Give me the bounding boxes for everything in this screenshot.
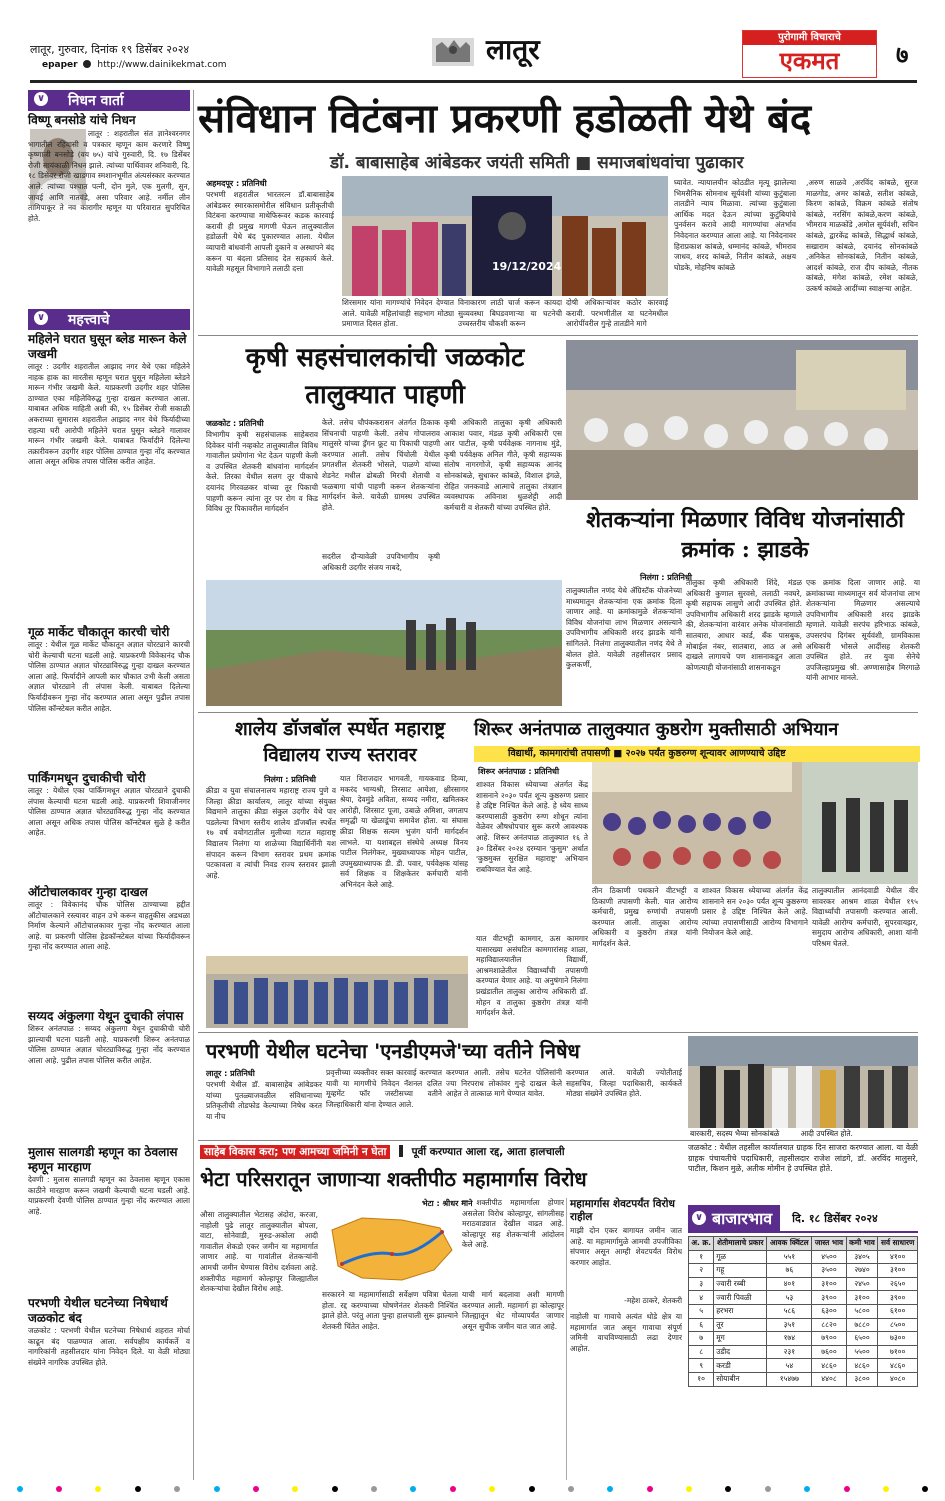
top-col-3: विनाकारण लाठी चार्ज करून कायदा सुव्यवस्था बिघडवणाऱ्या या घटनेची उच्चस्तरीय चौकशी करून bbox=[458, 298, 562, 329]
top-col-5: घ्यावेत. न्यायालयीन कोठडीत मृत्यू झालेल्या भिमसैनिक सोमनाथ सूर्यवंशी यांच्या कुटुंबाला तातडीने न्याय मिळावा. त्यांच्या कुटुंबाला आर्थिक मदत देऊन त्यांच्या कुटुंबियांचे पुनर्वसन करावे आदी मागण्यांचा अंतर्भाव निवेदनात करण्यात आला आहे. या निवेदनावर हिराप्रकाश कांबळे, धम्मानंद कांबळे, भीमराव जाधव, शरद कांबळे, नितीन कांबळे, अक्षय घोडके, मोहनिष कांबळे bbox=[674, 178, 796, 272]
table-cell: ३९०० bbox=[878, 1291, 918, 1305]
nidhan-headline: विष्णू बनसोडे यांचे निधन bbox=[28, 113, 136, 127]
shaktipeeth-col-2: सरकारने या महामार्गासाठी सर्वेक्षण पवित्रा घेतला होता. रद्द करण्याच्या घोषणेनंतर शेतकरी निश्चिंत झाले होते. परंतु आता पुन्हा हालचाली सुरू झाल्याने शेतकरी चिंतेत आहेत. bbox=[322, 1290, 458, 1331]
parbhani-col-2: प्रवृत्तीच्या व्यक्तीवर सक्त कारवाई करण्यात यावी या मागणीचे निवेदन नॅशनल दलित मूव्हमेंट फॉर जस्टीसच्या वतीने जिल्हाधिकारी यांना देण्यात आले. bbox=[326, 1068, 442, 1109]
shaktipeeth-kicker-2: पूर्वी करण्यात आला रद्द, आता हालचाली bbox=[411, 1146, 565, 1158]
registration-dot bbox=[529, 1486, 535, 1492]
registration-dot bbox=[174, 1486, 180, 1492]
registration-dot bbox=[686, 1486, 692, 1492]
table-cell: ८ bbox=[689, 1345, 714, 1359]
table-cell: ८८२० bbox=[812, 1318, 846, 1332]
col-header: आवक क्विंटल bbox=[767, 1237, 812, 1251]
brief-body: लातूर : येथील गूळ मार्केट चौकातून अज्ञात चोरट्याने कारची चोरी केल्याची घटना घडली आहे. याप्रकरणी विवेकानंद चौक पोलिस ठाण्यात अज्ञात चोरट्याविरुद्ध गुन्हा दाखल करण्यात आला आहे. फिर्यादीने आपली कार चौकात उभी केली असता अज्ञात चोरट्याने ती लंपास केली. याबाबत दिलेल्या फिर्यादीवरून गुन्हा नोंद करण्यात आला असून पुढील तपास पोलिस कॉन्स्टेबल करीत आहेत. bbox=[28, 640, 190, 713]
market-rates-box bbox=[688, 1205, 918, 1480]
table-cell: ४०८० bbox=[878, 1372, 918, 1386]
globe-icon bbox=[83, 60, 91, 68]
registration-dot bbox=[17, 1486, 23, 1492]
consumer-day-notice: जळकोट : येथील तहसील कार्यालयात ग्राहक दिन साजरा करण्यात आला. या वेळी ग्राहक पंचायतीचे पदाधिकारी, तहसीलदार राजेश लांडगे, डॉ. अरविंद मालुसरे, पाटील, किशन मुळे, अतीक मोमीन हे उपस्थित होते. bbox=[688, 1143, 918, 1174]
table-cell: २३१ bbox=[767, 1345, 812, 1359]
shirur-subhead: विद्यार्थी, कामगारांची तपासणी ■ २०२७ पर्यंत कुष्ठरुग्ण शून्यावर आणण्याचे उद्दिष्ट bbox=[474, 746, 920, 762]
table-cell: ५५०० bbox=[846, 1345, 878, 1359]
table-cell: ज्वारी पिवळी bbox=[714, 1291, 767, 1305]
table-row bbox=[689, 1372, 918, 1386]
shaktipeeth-kicker-bar bbox=[200, 1143, 682, 1161]
krushi-headline: कृषी सहसंचालकांची जळकोट तालुक्यात पाहणी bbox=[245, 343, 525, 410]
table-row bbox=[689, 1264, 918, 1278]
nidhan-section-bar bbox=[28, 90, 190, 111]
brief-headline: गूळ मार्केट चौकातून कारची चोरी bbox=[28, 625, 170, 639]
table-row bbox=[689, 1277, 918, 1291]
col-header: सर्व साधारण bbox=[878, 1237, 918, 1251]
table-cell: २६५० bbox=[878, 1277, 918, 1291]
registration-dot bbox=[883, 1486, 889, 1492]
table-cell: ३ bbox=[689, 1277, 714, 1291]
table-cell: ५४ bbox=[767, 1359, 812, 1373]
brand-name: एकमत bbox=[779, 46, 840, 75]
brief-headline: पार्किंगमधून दुचाकीची चोरी bbox=[28, 771, 146, 785]
registration-dot bbox=[489, 1486, 495, 1492]
market-rates-table bbox=[688, 1236, 918, 1387]
table-cell: ३८०० bbox=[846, 1372, 878, 1386]
registration-dot bbox=[922, 1486, 928, 1492]
registration-dot bbox=[371, 1486, 377, 1492]
dodgeball-col-1: क्रीडा व युवा संचालनालय महाराष्ट्र राज्य पुणे व जिल्हा क्रीडा कार्यालय, लातूर यांच्या संयुक्त विद्यमाने तालुका क्रीडा संकुल उदगीर येथे पार पडलेल्या विभाग स्तरीय शालेय डॉजबॉल स्पर्धेत १७ वर्ष वयोगटातील मुलीच्या गटात महाराष्ट्र विद्यालय निलंगा या शाळेच्या विद्यार्थिनींनी यश संपादन करून विभाग स्तरावर प्रथम क्रमांक पटकावला व त्यांची निवड राज्य स्तरावर झाली आहे. bbox=[206, 786, 336, 880]
table-row bbox=[689, 1291, 918, 1305]
table-cell: ६३०० bbox=[812, 1304, 846, 1318]
nidhan-block bbox=[28, 129, 190, 297]
table-cell: ९ bbox=[689, 1359, 714, 1373]
top-col-2: शिरसमार यांना मागण्यांचे निवेदन देण्यात आले. यावेळी महिलांचाही सहभाग मोठ्या प्रमाणात दिसत होता. bbox=[342, 298, 454, 329]
dodgeball-team-photo bbox=[206, 956, 468, 1028]
shaktipeeth-kicker: साहेब विकास करा; पण आमच्या जमिनी न घेता bbox=[200, 1145, 390, 1159]
brief-body: लातूर : येथील एका पार्किंगमधून अज्ञात चोरट्याने दुचाकी लंपास केल्याची घटना घडली आहे. याप्रकरणी शिवाजीनगर पोलिस ठाण्यात अज्ञात चोरट्याविरुद्ध गुन्हा नोंद करण्यात आला असून अधिक तपास पोलिस कॉन्स्टेबल सुळे हे करीत आहेत. bbox=[28, 786, 190, 838]
dodgeball-byline: निलंगा : प्रतिनिधी bbox=[264, 775, 316, 784]
top-col-1: परभणी शहरातील भारतरत्न डॉ.बाबासाहेब आंबेडकर स्मारकासमोरील संविधान प्रतीकृतीची विटंबना करण्याचा माथेफिरूवर कडक कारवाई करावी ही प्रमुख मागणी घेऊन तालुक्यातील हडोळती येथे बंद पुकारण्यात आला. येथील व्यापारी बांधवांनी आपली दुकाने व अस्थापने बंद करून या बंदला प्रतिसाद देत सहकार्य केले. यावेळी महसूल विभागाने तलाठी दत्ता bbox=[206, 190, 334, 274]
brief-body: देवणी : मुलास सालगडी म्हणून का ठेवलास म्हणून एकास काठीने मारहाण करून जखमी केल्याची घटना घडली आहे. याप्रकरणी देवणी पोलिस ठाण्यात गुन्हा नोंद करण्यात आला आहे. bbox=[28, 1175, 190, 1216]
table-cell: ७ bbox=[689, 1332, 714, 1346]
table-cell: ७३०० bbox=[878, 1332, 918, 1346]
registration-dot bbox=[135, 1486, 141, 1492]
chevron-down-icon: ∨ bbox=[692, 1211, 706, 1225]
shirur-col-3: तीन ठिकाणी पथकाने वीटभट्टी व ठिकाणी तपासणी केली. यात आरोग्य कर्मचारी, प्रमुख रुग्णांची तपासणी करण्यात आली. तालुका आरोग्य अधिकारी व कुष्ठरोग तंत्रज्ञ यांनी मार्गदर्शन केले. bbox=[592, 886, 698, 948]
brief-body: लातूर : विवेकानंद चौक पोलिस ठाण्याच्या हद्दीत ऑटोचालकाने रस्त्यावर वाहन उभे करून वाहतुकीस अडथळा निर्माण केल्याने ऑटोचालकावर गुन्हा नोंद करण्यात आला आहे. या प्रकरणी पोलिस हेडकॉन्स्टेबल यांच्या फिर्यादीवरून गुन्हा नोंद करण्यात आला आहे. bbox=[28, 900, 190, 952]
parbhani-delegation-photo bbox=[688, 1036, 918, 1128]
table-cell: ७६ bbox=[767, 1264, 812, 1278]
table-cell: ४ bbox=[689, 1291, 714, 1305]
brief-headline: सय्यद अंकुलगा येथून दुचाकी लंपास bbox=[28, 1009, 184, 1023]
highway-route-map bbox=[322, 1210, 458, 1288]
krushi-meeting-photo bbox=[566, 340, 918, 500]
shaktipeeth-col-3: या शक्तीपीठ महामार्गाला होणार असलेला विरोध कोल्हापूर, सांगलीसह मराठवाड्यात देखील वाढत आहे. कोल्हापूर सह शेतकऱ्यांनी आंदोलन केले आहे. bbox=[462, 1198, 564, 1250]
shaktipeeth-headline: भेटा परिसरातून जाणाऱ्या शक्तीपीठ महामार्गास विरोध bbox=[200, 1167, 587, 1191]
shirur-col-2: यात वीटभट्टी कामगार, ऊस कामगार यासारख्या असंघटित कामगारांसह शाळा, महाविद्यालयातील विद्यार्थी, आश्रमशाळेतील विद्यार्थ्यांची तपासणी करण्यात येणार आहे. या अनुषंगाने निलंगा प्रखंडातील तालुका आरोग्य अधिकारी डॉ. मोहन व तालुका कुष्ठरोग तंत्रज्ञ यांनी मार्गदर्शन केले. bbox=[476, 934, 588, 1018]
table-cell: ७६०० bbox=[812, 1345, 846, 1359]
shetkari-col-1: तालुक्यातील नणंद येथे ॲग्रिस्टॅक योजनेच्या माध्यमातून शेतकऱ्यांना एक क्रमांक दिला जाणार आहे. या क्रमांकामुळे शेतकऱ्यांना विविध योजनांचा लाभ मिळणार असल्याने उपविभागीय अधिकारी शरद झाडके यांनी सांगितले. निलंगा तालुक्यातील नणंद येथे ते बोलत होते. यावेळी तहसीलदार प्रसाद कुलकर्णी, bbox=[566, 586, 682, 670]
table-cell: ५८०० bbox=[846, 1304, 878, 1318]
shetkari-col-3: एक क्रमांक दिला जाणार आहे. या क्रमांकाच्या माध्यमातून सर्व योजनांचा लाभ शेतकऱ्यांना मिळणार असल्याचे उपविभागीय अधिकारी शरद झाडके म्हणाले. यावेळी सरपंच हरिभाऊ कांबळे, उपसरपंच दिगंबर सूर्यवंशी, ग्रामविकास अधिकारी भोसले आदींसह शेतकरी उपस्थित होते. तर युवा सेनेचे उपजिल्हाप्रमुख श्री. अण्णासाहेब मिरगाळे यांनी आभार मानले. bbox=[806, 578, 920, 683]
table-cell: तूर bbox=[714, 1318, 767, 1332]
dateline: लातूर, गुरुवार, दिनांक १९ डिसेंबर २०२४ bbox=[30, 43, 190, 56]
table-cell: ६ bbox=[689, 1318, 714, 1332]
krushi-col-1: विभागीय कृषी सहसंचालक साहेबराव दिवेकर यांनी नव्हकोट तालुक्यातील विविध गावातील प्रयोगांना भेट देऊन पाहणी केली व उपस्थित शेतकरी बांधवांना मार्गदर्शन केले. तिरका येथील सलग तूर पीकाचे दयानंद गिरवळकर यांच्या तूर पिकाची पाहणी करून त्यांना तूर पर रोग व किड विविध तूर पिकावरील मार्गदर्शन bbox=[206, 430, 318, 514]
table-cell: मूग bbox=[714, 1332, 767, 1346]
masthead bbox=[0, 0, 945, 84]
col-header: शेतीमालाचे प्रकार bbox=[714, 1237, 767, 1251]
table-cell: ८५०० bbox=[878, 1318, 918, 1332]
table-cell: ४०१ bbox=[767, 1277, 812, 1291]
parbhani-caption: बारकारी, सदस्य भैय्या सोनकांबळे आदी उपस्थित होते. bbox=[690, 1129, 853, 1138]
left-column bbox=[28, 90, 194, 1480]
chevron-down-icon: ∨ bbox=[34, 311, 48, 325]
nidhan-body: लातूर : शहरातील संत ज्ञानेश्वरनगर भागातील रहिवासी व पत्रकार म्हणून काम करणारे विष्णु कृष्णाजी बनसोडे (वय ७५) यांचे गुरुवारी, दि. १७ डिसेंबर रोजी सायंकाळी निधन झाले. त्यांच्या पार्थिवावर शनिवारी, दि. १८ डिसेंबर रोजी खाडगाव स्मशानभूमीत अंत्यसंस्कार करण्यात आले. त्यांच्या पश्चात पत्नी, दोन मुले, एक मुलगी, सुन, जावई आणि नातवंडे, असा परिवार आहे. नर्मील लीन तामिपाकूर ते नव कारागीर म्हणून या परिवारात सुपरिचित होते. bbox=[28, 129, 190, 223]
table-cell: ७१०० bbox=[878, 1345, 918, 1359]
table-cell: २४५० bbox=[846, 1277, 878, 1291]
table-cell: गहू bbox=[714, 1264, 767, 1278]
page-number: ७ bbox=[896, 41, 909, 69]
table-cell: ज्वारी रब्बी bbox=[714, 1277, 767, 1291]
krushi-col-2: केले. तसेच चौपंककरासन अंतर्गत ठिकाक सिंचनाची पाहणी केली. तसेच गोपालराव मालुसरे यांच्या ड्रॅगन फ्रूट या पिकाची पाहणी करण्यात आली. तसेच चिंचोली येथील प्रगतशील शेतकरी भोसले, पाळणे यांच्या शेडनेट मधील ढोबळी मिरची शेताची व फळबागा यांची पाहणी करून शेतकऱ्यांना मार्गदर्शन केले. यावेळी ग्रामस्थ उपस्थित होते. bbox=[322, 418, 440, 512]
shirur-col-5: तालुक्यातील आनंदवाडी येथील वीर सावरकर आश्रम शाळा येथील १९५ विद्यार्थ्यांची तपासणी करण्यात आली. यावेळी आरोग्य कर्मचारी, सुपरवायझर, समुदाय आरोग्य अधिकारी, आशा यांनी परिश्रम घेतले. bbox=[812, 886, 918, 948]
brief-headline: परभणी येथील घटनेच्या निषेधार्थ जळकोट बंद bbox=[28, 1296, 168, 1325]
brief-headline: ऑटोचालकावर गुन्हा दाखल bbox=[28, 885, 148, 899]
header-rule bbox=[30, 80, 917, 83]
table-row bbox=[689, 1250, 918, 1264]
opinion-box-signature: -महेश ठाकरे, शेतकरी bbox=[624, 1296, 682, 1305]
krushi-col-4: सदरील दौऱ्यावेळी उपविभागीय कृषी अधिकारी उदगीर संजय नाबदे, bbox=[322, 552, 440, 572]
top-col-4: दोषी अधिकाऱ्यांवर कठोर कारवाई करावी. परभणीतील या घटनेमधील आरोपींवरील गुन्हे तातडीने मागे bbox=[566, 298, 668, 329]
print-registration-strip bbox=[0, 1486, 945, 1494]
shetkari-headline: शेतकऱ्यांना मिळणार विविध योजनांसाठी क्रमांक : झाडके bbox=[586, 507, 904, 563]
table-cell: ४८६० bbox=[812, 1359, 846, 1373]
brief-body: जळकोट : परभणी येथील घटनेच्या निषेधार्थ शहरात मोर्चा काढून बंद पाळण्यात आला. सर्वपक्षीय कार्यकर्ते व नागरिकांनी तहसीलदार यांना निवेदन दिले. या वेळी मोठ्या संख्येने नागरिक उपस्थित होते. bbox=[28, 1326, 190, 1367]
chevron-down-icon: ∨ bbox=[34, 92, 48, 106]
table-row bbox=[689, 1332, 918, 1346]
registration-dot bbox=[95, 1486, 101, 1492]
parbhani-byline: लातूर : प्रतिनिधी bbox=[206, 1069, 255, 1078]
table-cell: ३४०५ bbox=[846, 1250, 878, 1264]
parbhani-headline: परभणी येथील घटनेचा 'एनडीएमजे'च्या वतीने निषेध bbox=[206, 1039, 580, 1063]
table-header-row bbox=[689, 1237, 918, 1251]
market-title-bar bbox=[688, 1205, 780, 1231]
shirur-camp-photo bbox=[592, 762, 918, 884]
registration-dot bbox=[253, 1486, 259, 1492]
table-cell: सोयाबीन bbox=[714, 1372, 767, 1386]
registration-dot bbox=[292, 1486, 298, 1492]
table-cell: ५५१ bbox=[767, 1250, 812, 1264]
registration-dot bbox=[607, 1486, 613, 1492]
section-rule bbox=[198, 1032, 918, 1033]
nidhan-title: निधन वार्ता bbox=[68, 93, 124, 109]
table-cell: ५३ bbox=[767, 1291, 812, 1305]
opinion-box-body: माझी दोन एकर बागायत जमीन जात आहे. या महामार्गामुळे आमची उपजीविका संपणार असून आम्ही शेवटपर्यंत विरोध करणार आहोत. bbox=[570, 1226, 682, 1267]
market-rates-body bbox=[689, 1250, 918, 1386]
section-rule bbox=[198, 1140, 918, 1141]
table-cell: ४५०० bbox=[812, 1250, 846, 1264]
registration-dot bbox=[647, 1486, 653, 1492]
website-link[interactable]: http://www.dainikekmat.com bbox=[97, 60, 227, 70]
table-cell: ३१०० bbox=[812, 1277, 846, 1291]
brief-headline: मुलास सालगडी म्हणून का ठेवलास म्हणून मारहाण bbox=[28, 1145, 178, 1174]
table-cell: ६५०० bbox=[846, 1332, 878, 1346]
table-cell: ७९०० bbox=[812, 1332, 846, 1346]
city-title: लातूर bbox=[486, 33, 540, 66]
market-title: बाजारभाव bbox=[712, 1209, 773, 1228]
section-rule bbox=[198, 335, 918, 336]
kicker-divider bbox=[399, 1145, 403, 1157]
brief-body: लातूर : उदगीर शहरातील आझाद नगर येथे एका महिलेने नाहक हाक का मारतीस म्हणून घरात घुसून महिलेला ब्लेडने मारून गंभीर जखमी केले. याप्रकरणी उदगीर शहर पोलिस ठाण्यात एका महिलेविरुद्ध गुन्हा दाखल करण्यात आला. याबाबत अधिक माहिती अशी की, १५ डिसेंबर रोजी सकाळी अकराच्या सुमारास शहरातील आझाद नगर येथे फिर्यादीच्या राहत्या घरी आरोपी महिलेने घरात घुसून ब्लेडने गालावर मारून गंभीर जखमी केले. याबाबत फिर्यादीने दिलेल्या तक्रारीवरून उदगीर शहर पोलिस ठाण्यात गुन्हा नोंद करण्यात आला असून अधिक तपास पोलिस करीत आहेत. bbox=[28, 362, 190, 467]
table-cell: १ bbox=[689, 1250, 714, 1264]
registration-dot bbox=[56, 1486, 62, 1492]
top-headline: संविधान विटंबना प्रकरणी हडोळती येथे बंद bbox=[198, 95, 812, 142]
parbhani-col-1: परभणी येथील डॉ. बाबासाहेब आंबेडकर यांच्या पुतळ्याजवळील संविधानाच्या प्रतिकृतीची तोडफोड केल्याच्या निषेध करत या नीच bbox=[206, 1080, 322, 1121]
protest-banner-date: 19/12/2024 bbox=[492, 260, 562, 273]
registration-dot bbox=[804, 1486, 810, 1492]
table-row bbox=[689, 1359, 918, 1373]
table-cell: करडी bbox=[714, 1359, 767, 1373]
registration-dot bbox=[410, 1486, 416, 1492]
table-cell: ४१०० bbox=[878, 1250, 918, 1264]
registration-dot bbox=[765, 1486, 771, 1492]
market-rates-header bbox=[688, 1205, 918, 1233]
table-cell: ४८६० bbox=[846, 1359, 878, 1373]
shetkari-col-2: तालुका कृषी अधिकारी शिंदे, मंडळ अधिकारी कुणाल सुरवसे, तलाठी नवघरे, कृषी सहायक लासुणे आदी उपस्थित होते. उपविभागीय अधिकारी शरद झाडके म्हणाले की, शेतकऱ्यांना वारंवार अनेक योजनांसाठी सातबारा, आधार कार्ड, बँक पासबुक, मोबाईल नंबर, सातबारा, आठ अ असे दाखले लागायचे पण शासनाकडून आता कोणत्याही योजनांसाठी शासनाकडून bbox=[686, 578, 802, 672]
krushi-col-3: कृषी अधिकारी तालुका कृषी अधिकारी आकाश पवार, मंडळ कृषी अधिकारी एस आर पाटील, कृषी पर्यवेक्षक नागनाथ मुंडे, कृषी पर्यवेक्षक अनिल गीते, कृषी सहाय्यक संतोष नागरगोजे, कृषी सहाय्यक आनंद सोनकांबळे, सुधाकर कांबळे, विशाल इंगळे, रोहित जनकवाडे आत्माचे तालुका तंत्रज्ञान व्यवस्थापक अविनाश धुळशेट्टी आदी कर्मचारी व शेतकरी यांच्या उपस्थित होते. bbox=[444, 418, 562, 512]
col-header: अ. क्र. bbox=[689, 1237, 714, 1251]
table-cell: ६१०० bbox=[878, 1304, 918, 1318]
shaktipeeth-col-1: औसा तालुक्यातील भेटासह अंदोरा, करजा, नाहोली पुढे लातूर तालुक्यातील बोपला, वाटा, सोनेवाडी, मुरुड-अकोला आदी गावातील शेकडो एकर जमीन या महामार्गात जाणार आहे. या गावांतील शेतकऱ्यांनी आमची जमीन घेण्यास विरोध दर्शवला आहे. शक्तीपीठ महामार्ग कोल्हापूर जिल्ह्यातील शेतकऱ्यांचा देखील विरोध आहे. bbox=[200, 1210, 318, 1294]
opinion-box-body-2: नाहोली या गावाचे अत्यंत थोडे क्षेत्र या महामार्गात जात असून गावाचा संपूर्ण जमिनी वाचविण्यासाठी लढा देणार आहोत. bbox=[570, 1312, 682, 1353]
table-cell: १५४७७ bbox=[767, 1372, 812, 1386]
shirur-byline: शिरूर अनंतपाळ : प्रतिनिधी bbox=[478, 767, 560, 776]
table-cell: ५८६ bbox=[767, 1304, 812, 1318]
opinion-box-headline: महामार्गास शेवटपर्यंत विरोध राहील bbox=[570, 1198, 675, 1223]
brief-headline: महिलेने घरात घुसून ब्लेड मारून केले जखमी bbox=[28, 332, 187, 361]
registration-dot bbox=[844, 1486, 850, 1492]
shirur-col-1: शाश्वत विकास ध्येयाच्या अंतर्गत केंद्र शासनाने २०३० पर्यंत शून्य कुष्ठरुग्ण प्रसार हे उद्दिष्ट निश्चित केले आहे. हे ध्येय साध्य करण्यासाठी कुष्ठरोग रुग्ण शोधून त्यांना वेळेवर औषधोपचार सुरू करणे आवश्यक आहे. शिरूर अनंतपाळ तालुक्यात १६ ते ३० डिसेंबर २०२४ दरम्यान 'कुसुम' अर्थात 'कुष्ठमुक्त सुरक्षित महाराष्ट्र' अभियान राबविण्यात येत आहे. bbox=[476, 780, 588, 874]
table-cell: ३९०० bbox=[812, 1291, 846, 1305]
krushi-byline: जळकोट : प्रतिनिधी bbox=[206, 419, 264, 428]
shetkari-byline: निलंगा : प्रतिनिधी bbox=[640, 573, 692, 582]
dodgeball-headline: शालेय डॉजबॉल स्पर्धेत महाराष्ट्र विद्यालय राज्य स्तरावर bbox=[234, 718, 446, 766]
table-row bbox=[689, 1304, 918, 1318]
top-protest-photo bbox=[342, 176, 668, 296]
table-row bbox=[689, 1345, 918, 1359]
epaper-line bbox=[42, 60, 227, 70]
market-date: दि. १८ डिसेंबर २०२४ bbox=[792, 1211, 878, 1225]
table-cell: हरभरा bbox=[714, 1304, 767, 1318]
farmer-opinion-box bbox=[566, 1198, 682, 1480]
table-cell: ३१०० bbox=[878, 1264, 918, 1278]
table-cell: २ bbox=[689, 1264, 714, 1278]
brand-logo bbox=[742, 30, 877, 78]
registration-dot bbox=[725, 1486, 731, 1492]
table-cell: गूळ bbox=[714, 1250, 767, 1264]
table-cell: ३१०० bbox=[846, 1291, 878, 1305]
table-cell: १७४ bbox=[767, 1332, 812, 1346]
table-cell: ४८६० bbox=[878, 1359, 918, 1373]
top-col-6: ,अरुण साळवे ,अरविंद कांबळे, सुरज माळगोड, अमर कांबळे, सतीश कांबळे, किरण कांबळे, विक्रम कांबळे संतोष कांबळे, नरसिंग कांबळे,करण कांबळे, भीमराव माळकोंडे ,अमोल सूर्यवंशी, सचिन कांबळे, द्वारकेंद्र कांबळे, सिद्धार्थ कांबळे, सखाराम कांबळे, दयानंद सोनकांबळे ,अनिकेत सोनकांबळे, नितीन कांबळे, आदर्श कांबळे, राज दीप कांबळे, नीतक कांबळे, मंगेश कांबळे, रमेश कांबळे, उत्कर्ष कांबळे आदींच्या स्वाक्षऱ्या आहेत. bbox=[806, 178, 918, 293]
news-brief-list bbox=[28, 332, 190, 1436]
table-cell: १० bbox=[689, 1372, 714, 1386]
brief-body: शिरूर अनंतपाळ : सय्यद अंकुलगा येथून दुचाकीची चोरी झाल्याची घटना घडली आहे. याप्रकरणी शिरूर अनंतपाळ पोलिस ठाण्यात अज्ञात चोरट्याविरुद्ध गुन्हा नोंद करण्यात आला आहे. पुढील तपास पोलिस करीत आहेत. bbox=[28, 1024, 190, 1065]
dodgeball-col-2: यात विराजदार भागवती, गायकवाड दिव्या, मकरंद भाग्यश्री, तिरसाट आयेशा, क्षीरसागर श्रेया, देवमुंडे अविता, सय्यद नमीरा, खमितकर आरोही, शिरसाट पूजा, उबाळे अमिशा, जगताप समृद्धी या खेळाडूंचा समावेश होता. या संघास क्रीडा शिक्षक सत्यम भुजंग यांनी मार्गदर्शन लाभले. या यशाबद्दल संस्थेचे अध्यक्ष विनय पाटील निलंगेकर, मुख्याध्यापक मोहन पाटील, उपमुख्याध्यापक डी. डी. पवार, पर्यवेक्षक यांसह सर्व शिक्षक व शिक्षकेतर कर्मचारी यांनी अभिनंदन केले आहे. bbox=[340, 774, 468, 889]
registration-dot bbox=[568, 1486, 574, 1492]
col-header: कमी भाव bbox=[846, 1237, 878, 1251]
table-cell: ३५१ bbox=[767, 1318, 812, 1332]
registration-dot bbox=[450, 1486, 456, 1492]
shaktipeeth-col-4: याची मार्ग बदलावा अशी मागणी करण्यात आली. महामार्ग हा कोल्हापूर जिल्ह्यातून थेट गोव्यापर्यंत जाणार असून सुपीक जमीन यात जात आहे. bbox=[462, 1290, 564, 1331]
table-row bbox=[689, 1318, 918, 1332]
table-cell: ५ bbox=[689, 1304, 714, 1318]
registration-dot bbox=[214, 1486, 220, 1492]
table-cell: ७८८० bbox=[846, 1318, 878, 1332]
shaktipeeth-byline: भेटा : श्रीधर माने bbox=[422, 1199, 473, 1208]
mahatvache-section-bar bbox=[28, 309, 190, 330]
parbhani-col-3: करण्यात आली. तसेच घटनेत पोलिसांनी ज्या निरपराध लोकांवर गुन्हे दाखल केले आहेत ते तात्काळ मागे घेण्यात यावेत. bbox=[446, 1068, 562, 1099]
table-cell: ३५०० bbox=[812, 1264, 846, 1278]
krushi-field-photo bbox=[206, 580, 562, 706]
col-header: जास्त भाव bbox=[812, 1237, 846, 1251]
section-rule bbox=[198, 712, 918, 713]
table-cell: उडीद bbox=[714, 1345, 767, 1359]
brand-tagline: पुरोगामी विचाराचे bbox=[743, 31, 876, 45]
registration-dot bbox=[332, 1486, 338, 1492]
shirur-col-4: शाश्वत विकास ध्येयाच्या अंतर्गत केंद्र शासनाने सन २०३० पर्यंत शून्य कुष्ठरुग्ण प्रसार हे उद्दिष्ट निश्चित केले आहे. त्यांच्या तपासणीसाठी आरोग्य विभागाने नियोजन केले आहे. bbox=[702, 886, 808, 938]
parbhani-col-4: करण्यात आले. यावेळी ज्योतीताई सहसचिव, जिल्हा पदाधिकारी, कार्यकर्ते मोठ्या संख्येने उपस्थित होते. bbox=[566, 1068, 682, 1099]
table-cell: २७४० bbox=[846, 1264, 878, 1278]
top-subhead: डॉ. बाबासाहेब आंबेडकर जयंती समिती ■ समाजबांधवांचा पुढाकार bbox=[330, 153, 744, 173]
mahatvache-title: महत्त्वाचे bbox=[68, 312, 110, 328]
epaper-label: epaper bbox=[42, 60, 78, 70]
top-byline: अहमदपूर : प्रतिनिधी bbox=[206, 179, 267, 188]
shirur-headline: शिरूर अनंतपाळ तालुक्यात कुष्ठरोग मुक्तीसाठी अभियान bbox=[474, 719, 839, 740]
latur-emblem-icon bbox=[428, 32, 478, 70]
table-cell: ४४०८ bbox=[812, 1372, 846, 1386]
